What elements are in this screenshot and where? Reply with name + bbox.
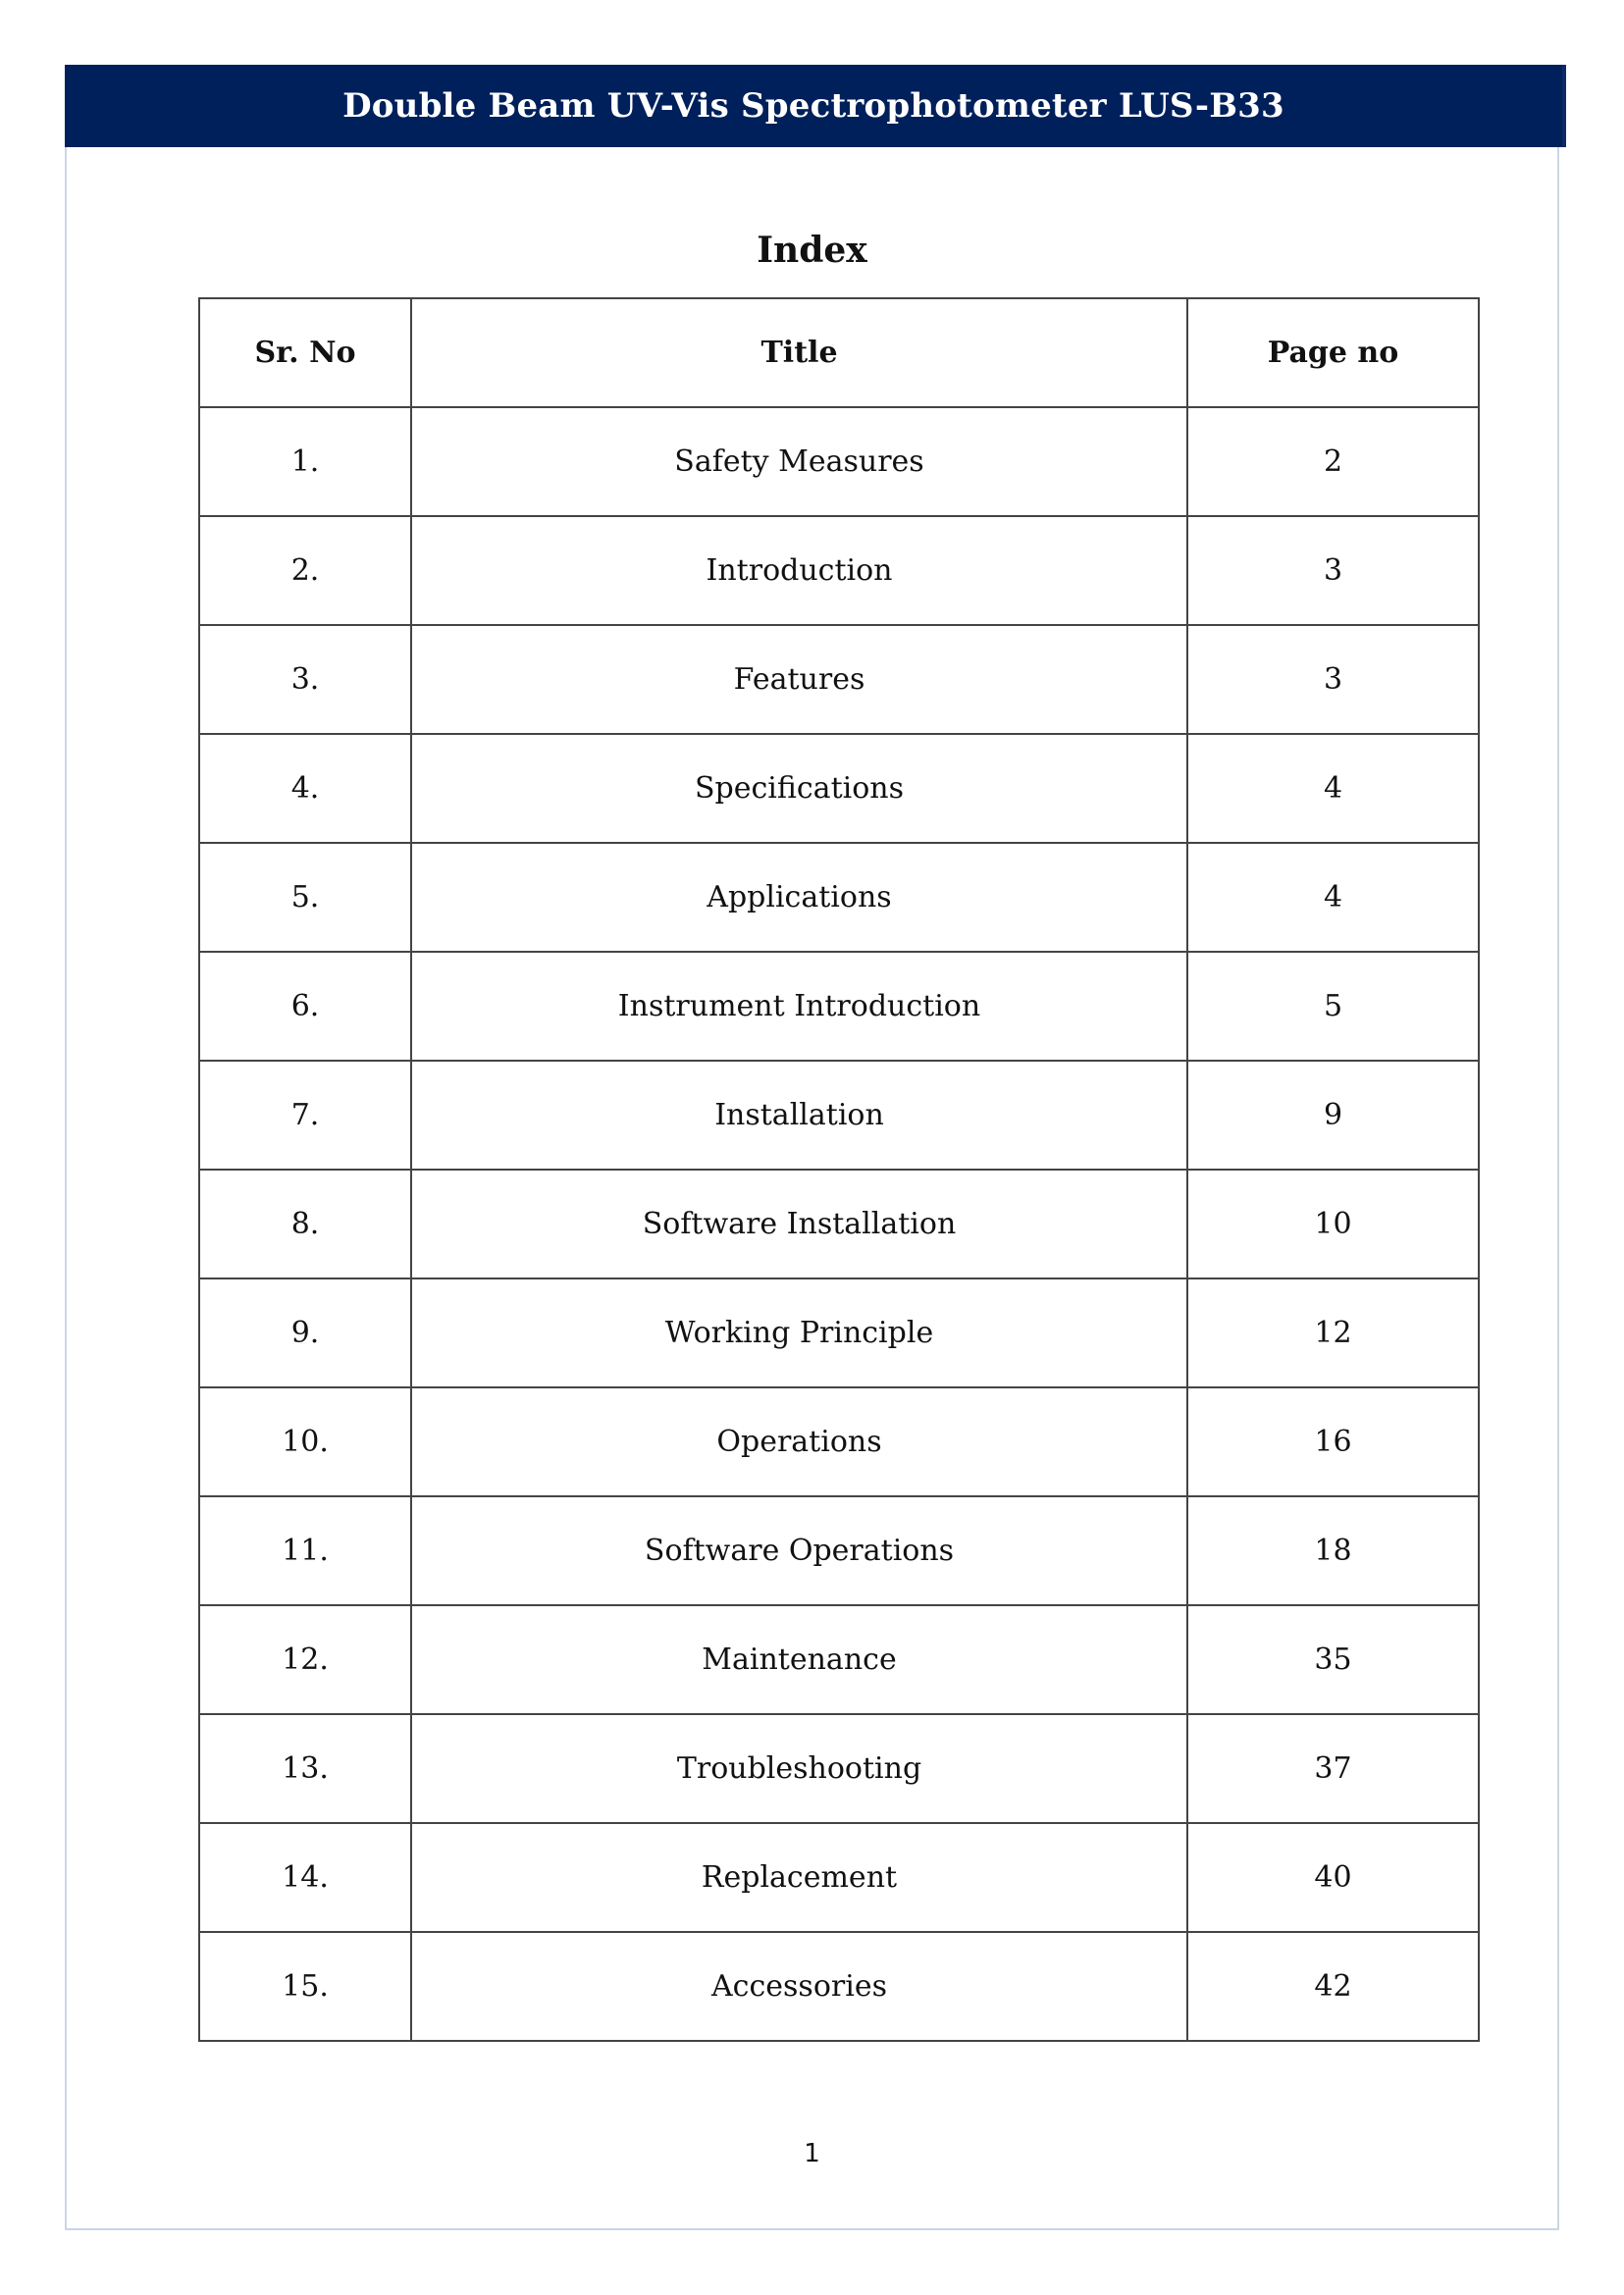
column-header-page-no: Page no bbox=[1187, 298, 1479, 407]
table-row bbox=[199, 1932, 1479, 2041]
row-title: Introduction bbox=[411, 516, 1187, 625]
table-row bbox=[199, 1061, 1479, 1170]
document-title: Double Beam UV-Vis Spectrophotometer LUS-B33 bbox=[342, 86, 1284, 126]
row-sr-no: 2. bbox=[199, 516, 411, 625]
table-row bbox=[199, 1170, 1479, 1278]
row-title: Troubleshooting bbox=[411, 1714, 1187, 1823]
table-row bbox=[199, 1278, 1479, 1387]
table-row bbox=[199, 1605, 1479, 1714]
row-sr-no: 7. bbox=[199, 1061, 411, 1170]
index-table bbox=[198, 297, 1480, 2042]
row-page-no: 2 bbox=[1187, 407, 1479, 516]
table-row bbox=[199, 516, 1479, 625]
row-page-no: 35 bbox=[1187, 1605, 1479, 1714]
page-number: 1 bbox=[804, 2139, 820, 2168]
row-title: Instrument Introduction bbox=[411, 952, 1187, 1061]
row-sr-no: 3. bbox=[199, 625, 411, 734]
row-page-no: 12 bbox=[1187, 1278, 1479, 1387]
row-sr-no: 4. bbox=[199, 734, 411, 843]
row-sr-no: 15. bbox=[199, 1932, 411, 2041]
row-page-no: 5 bbox=[1187, 952, 1479, 1061]
table-row bbox=[199, 1714, 1479, 1823]
row-page-no: 4 bbox=[1187, 843, 1479, 952]
row-sr-no: 13. bbox=[199, 1714, 411, 1823]
table-row bbox=[199, 734, 1479, 843]
header-banner bbox=[65, 65, 1566, 147]
row-title: Replacement bbox=[411, 1823, 1187, 1932]
row-sr-no: 11. bbox=[199, 1496, 411, 1605]
row-title: Applications bbox=[411, 843, 1187, 952]
row-title: Software Installation bbox=[411, 1170, 1187, 1278]
row-title: Software Operations bbox=[411, 1496, 1187, 1605]
table-row bbox=[199, 1496, 1479, 1605]
column-header-sr-no: Sr. No bbox=[199, 298, 411, 407]
row-title: Features bbox=[411, 625, 1187, 734]
row-sr-no: 8. bbox=[199, 1170, 411, 1278]
row-title: Working Principle bbox=[411, 1278, 1187, 1387]
row-page-no: 37 bbox=[1187, 1714, 1479, 1823]
index-heading: Index bbox=[757, 230, 867, 271]
column-header-title: Title bbox=[411, 298, 1187, 407]
table-row bbox=[199, 1387, 1479, 1496]
row-title: Safety Measures bbox=[411, 407, 1187, 516]
row-page-no: 3 bbox=[1187, 625, 1479, 734]
row-title: Installation bbox=[411, 1061, 1187, 1170]
table-row bbox=[199, 625, 1479, 734]
row-sr-no: 12. bbox=[199, 1605, 411, 1714]
row-page-no: 18 bbox=[1187, 1496, 1479, 1605]
row-sr-no: 6. bbox=[199, 952, 411, 1061]
row-page-no: 16 bbox=[1187, 1387, 1479, 1496]
table-row bbox=[199, 952, 1479, 1061]
table-row bbox=[199, 843, 1479, 952]
row-page-no: 3 bbox=[1187, 516, 1479, 625]
row-page-no: 10 bbox=[1187, 1170, 1479, 1278]
table-header-row bbox=[199, 298, 1479, 407]
row-sr-no: 5. bbox=[199, 843, 411, 952]
table-row bbox=[199, 407, 1479, 516]
row-page-no: 4 bbox=[1187, 734, 1479, 843]
row-title: Specifications bbox=[411, 734, 1187, 843]
row-sr-no: 14. bbox=[199, 1823, 411, 1932]
row-sr-no: 1. bbox=[199, 407, 411, 516]
row-title: Operations bbox=[411, 1387, 1187, 1496]
row-title: Accessories bbox=[411, 1932, 1187, 2041]
row-page-no: 40 bbox=[1187, 1823, 1479, 1932]
row-page-no: 42 bbox=[1187, 1932, 1479, 2041]
row-sr-no: 9. bbox=[199, 1278, 411, 1387]
row-title: Maintenance bbox=[411, 1605, 1187, 1714]
table-row bbox=[199, 1823, 1479, 1932]
row-sr-no: 10. bbox=[199, 1387, 411, 1496]
row-page-no: 9 bbox=[1187, 1061, 1479, 1170]
